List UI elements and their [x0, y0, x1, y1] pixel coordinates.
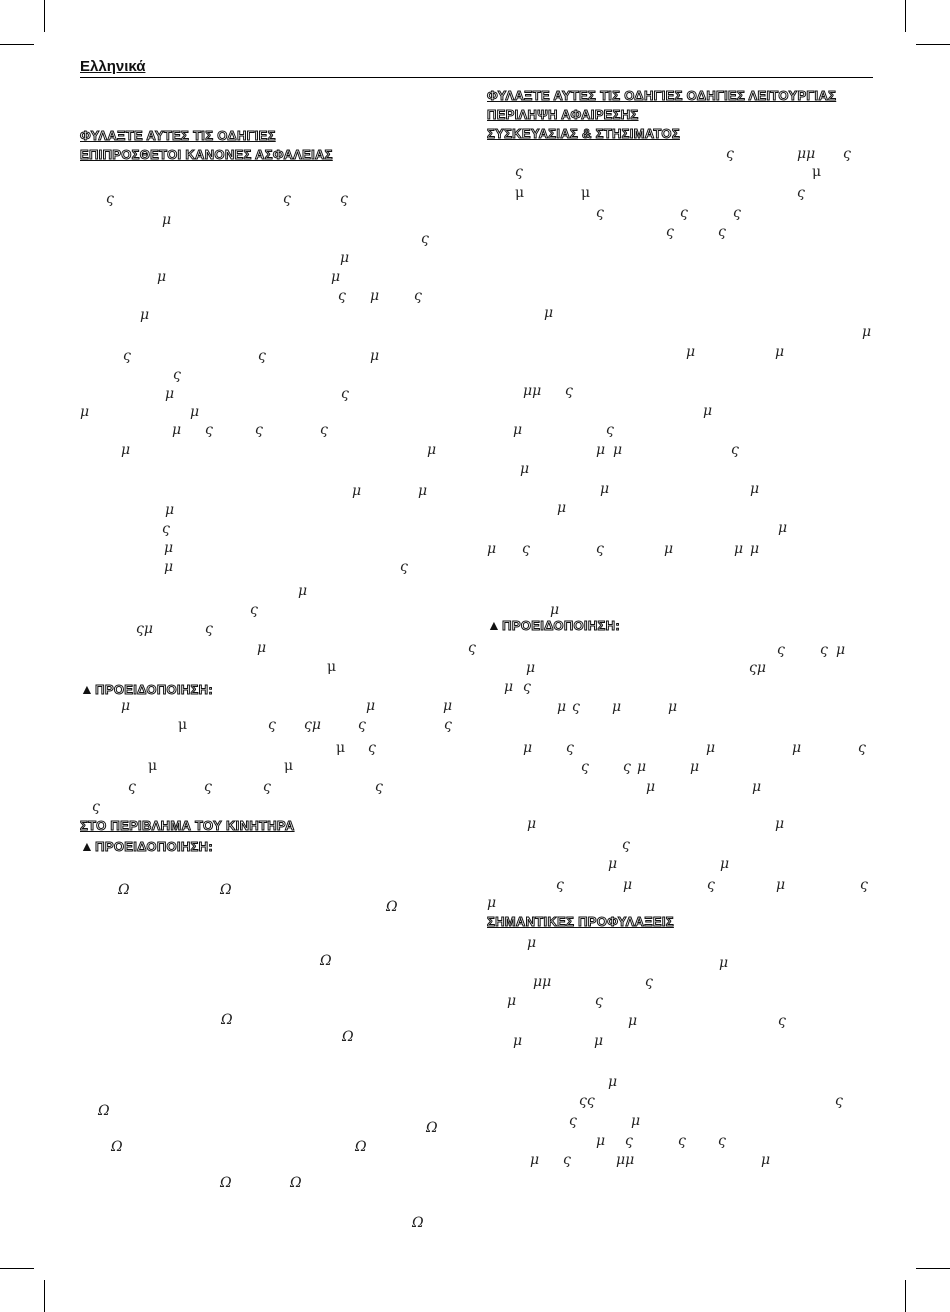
glyph-fragment: μ	[550, 602, 560, 618]
glyph-fragment: ς	[204, 779, 212, 795]
glyph-fragment: μ	[513, 1033, 523, 1049]
right-heading-packaging: ΣΥΣΚΕΥΑΣΙΑΣ & ΣΤΗΣΙΜΑΤΟΣ	[487, 126, 680, 141]
glyph-fragment: μ	[631, 1113, 641, 1129]
glyph-fragment: μ	[526, 660, 536, 676]
glyph-fragment: ς	[375, 779, 383, 795]
glyph-fragment: ς	[283, 191, 291, 207]
glyph-fragment: μ	[418, 483, 428, 499]
glyph-fragment: μ	[557, 699, 567, 715]
glyph-fragment: μ	[165, 386, 175, 402]
glyph-fragment: ς	[173, 367, 181, 383]
glyph-fragment: Ω	[220, 1175, 232, 1191]
glyph-fragment: μ	[557, 500, 567, 516]
glyph-fragment: μ	[613, 442, 623, 458]
glyph-fragment: ς	[726, 146, 734, 162]
glyph-fragment: μ	[600, 481, 610, 497]
glyph-fragment: ς	[645, 974, 653, 990]
glyph-fragment: μ	[164, 559, 174, 575]
glyph-fragment: μ	[515, 185, 525, 201]
glyph-fragment: μμ	[533, 974, 552, 990]
header-rule	[80, 77, 873, 78]
left-heading-safety-rules: ΕΠΙΠΡΟΣΘΕΤΟΙ ΚΑΝΟΝΕΣ ΑΣΦΑΛΕΙΑΣ	[80, 147, 333, 162]
crop-mark	[905, 1280, 906, 1312]
glyph-fragment: μ	[761, 1152, 771, 1168]
glyph-fragment: μ	[164, 540, 174, 556]
glyph-fragment: μ	[340, 250, 350, 266]
glyph-fragment: ς	[778, 1013, 786, 1029]
glyph-fragment: ς	[106, 191, 114, 207]
glyph-fragment: Ω	[386, 899, 398, 915]
glyph-fragment: μμ	[797, 146, 816, 162]
warning-label: ΠΡΟΕΙΔΟΠΟΙΗΣΗ:	[502, 618, 620, 633]
crop-mark	[44, 0, 45, 32]
glyph-fragment: μ	[608, 856, 618, 872]
glyph-fragment: ς	[92, 799, 100, 815]
glyph-fragment: μ	[690, 759, 700, 775]
glyph-fragment: Ω	[220, 882, 232, 898]
glyph-fragment: μ	[352, 483, 362, 499]
crop-mark	[905, 0, 906, 32]
glyph-fragment: ς	[368, 740, 376, 756]
glyph-fragment: ς	[572, 699, 580, 715]
glyph-fragment: ς	[400, 559, 408, 575]
glyph-fragment: μ	[370, 288, 380, 304]
glyph-fragment: μμ	[523, 383, 542, 399]
glyph-fragment: μ	[750, 541, 760, 557]
glyph-fragment: ςς	[579, 1093, 595, 1109]
glyph-fragment: μ	[527, 816, 537, 832]
glyph-fragment: Ω	[355, 1139, 367, 1155]
left-heading-save-instructions: ΦΥΛΑΞΤΕ ΑΥΤΕΣ ΤΙΣ ΟΔΗΓΙΕΣ	[80, 128, 276, 143]
crop-mark	[916, 1268, 950, 1269]
glyph-fragment: ς	[731, 442, 739, 458]
glyph-fragment: ς	[258, 348, 266, 364]
glyph-fragment: ς	[444, 717, 452, 733]
glyph-fragment: μ	[703, 403, 713, 419]
glyph-fragment: Ω	[412, 1215, 424, 1231]
glyph-fragment: ς	[733, 205, 741, 221]
crop-mark	[916, 44, 950, 45]
glyph-fragment: Ω	[290, 1175, 302, 1191]
glyph-fragment: ς	[625, 1133, 633, 1149]
glyph-fragment: μ	[370, 348, 380, 364]
glyph-fragment: μ	[513, 422, 523, 438]
glyph-fragment: μ	[331, 269, 341, 285]
glyph-fragment: ς	[123, 348, 131, 364]
glyph-fragment: ς	[563, 1152, 571, 1168]
glyph-fragment: μ	[596, 1133, 606, 1149]
glyph-fragment: μ	[792, 740, 802, 756]
glyph-fragment: ς	[820, 642, 828, 658]
glyph-fragment: Ω	[98, 1103, 110, 1119]
glyph-fragment: ς	[421, 231, 429, 247]
glyph-fragment: ς	[341, 386, 349, 402]
glyph-fragment: μ	[544, 305, 554, 321]
glyph-fragment: μ	[298, 583, 308, 599]
glyph-fragment: μ	[527, 935, 537, 951]
glyph-fragment: μ	[719, 955, 729, 971]
glyph-fragment: μ	[775, 344, 785, 360]
glyph-fragment: ς	[623, 759, 631, 775]
glyph-fragment: μ	[162, 212, 172, 228]
glyph-fragment: μ	[148, 758, 158, 774]
glyph-fragment: μ	[778, 520, 788, 536]
crop-mark	[44, 1280, 45, 1312]
glyph-fragment: ς	[622, 837, 630, 853]
glyph-fragment: μ	[530, 1152, 540, 1168]
glyph-fragment: ςμ	[749, 660, 766, 676]
glyph-fragment: μ	[664, 541, 674, 557]
warning-triangle-icon: ▲	[487, 617, 502, 633]
glyph-fragment: μ	[623, 877, 633, 893]
glyph-fragment: ς	[205, 422, 213, 438]
warning-label: ΠΡΟΕΙΔΟΠΟΙΗΣΗ:	[95, 682, 213, 697]
glyph-fragment: μ	[366, 698, 376, 714]
glyph-fragment: ς	[606, 422, 614, 438]
glyph-fragment: ς	[414, 288, 422, 304]
glyph-fragment: ς	[858, 740, 866, 756]
glyph-fragment: ς	[128, 779, 136, 795]
glyph-fragment: ς	[678, 1133, 686, 1149]
glyph-fragment: μ	[776, 877, 786, 893]
right-heading-save-operating: ΦΥΛΑΞΤΕ ΑΥΤΕΣ ΤΙΣ ΟΔΗΓΙΕΣ ΟΔΗΓΙΕΣ ΛΕΙΤΟΥΡΓΙΑΣ	[487, 88, 837, 103]
glyph-fragment: μ	[121, 698, 131, 714]
glyph-fragment: ςμ	[136, 621, 153, 637]
left-warning-2	[80, 837, 213, 856]
glyph-fragment: μ	[752, 779, 762, 795]
glyph-fragment: μ	[581, 185, 591, 201]
glyph-fragment: ς	[595, 993, 603, 1009]
glyph-fragment: μ	[121, 442, 131, 458]
left-heading-motor-housing: ΣΤΟ ΠΕΡΙΒΛΗΜΑ ΤΟΥ ΚΙΝΗΤΗΡΑ	[80, 818, 295, 833]
language-label: Ελληνικά	[80, 58, 146, 75]
glyph-fragment: ς	[522, 541, 530, 557]
glyph-fragment: ς	[320, 422, 328, 438]
glyph-fragment: ς	[268, 717, 276, 733]
glyph-fragment: μ	[720, 856, 730, 872]
warning-triangle-icon: ▲	[80, 681, 95, 697]
warning-label: ΠΡΟΕΙΔΟΠΟΙΗΣΗ:	[95, 839, 213, 854]
glyph-fragment: μ	[178, 717, 188, 733]
glyph-fragment: μ	[427, 442, 437, 458]
glyph-fragment: μ	[594, 1033, 604, 1049]
glyph-fragment: μ	[165, 502, 175, 518]
glyph-fragment: μμ	[616, 1152, 635, 1168]
glyph-fragment: μ	[637, 759, 647, 775]
glyph-fragment: ς	[515, 164, 523, 180]
glyph-fragment: μ	[504, 679, 514, 695]
glyph-fragment: ς	[835, 1093, 843, 1109]
glyph-fragment: ς	[718, 1133, 726, 1149]
glyph-fragment: Ω	[342, 1029, 354, 1045]
left-warning-1	[80, 680, 213, 699]
glyph-fragment: ς	[680, 205, 688, 221]
crop-mark	[0, 44, 34, 45]
glyph-fragment: ς	[263, 779, 271, 795]
glyph-fragment: μ	[836, 642, 846, 658]
glyph-fragment: Ω	[221, 1012, 233, 1028]
glyph-fragment: ς	[340, 191, 348, 207]
glyph-fragment: ς	[162, 521, 170, 537]
glyph-fragment: ς	[777, 642, 785, 658]
glyph-fragment: ς	[707, 877, 715, 893]
glyph-fragment: μ	[608, 1074, 618, 1090]
glyph-fragment: μ	[628, 1013, 638, 1029]
glyph-fragment: μ	[523, 740, 533, 756]
right-heading-summary: ΠΕΡΙΛΗΨΗ ΑΦΑΙΡΕΣΗΣ	[487, 107, 639, 122]
glyph-fragment: ς	[596, 205, 604, 221]
glyph-fragment: μ	[734, 541, 744, 557]
glyph-fragment: μ	[327, 659, 337, 675]
glyph-fragment: μ	[775, 816, 785, 832]
glyph-fragment: ς	[860, 877, 868, 893]
glyph-fragment: μ	[706, 740, 716, 756]
glyph-fragment: μ	[140, 307, 150, 323]
glyph-fragment: μ	[190, 404, 200, 420]
glyph-fragment: ς	[255, 422, 263, 438]
glyph-fragment: ς	[468, 640, 476, 656]
glyph-fragment: μ	[487, 541, 497, 557]
glyph-fragment: ς	[565, 383, 573, 399]
glyph-fragment: μ	[596, 442, 606, 458]
glyph-fragment: μ	[646, 779, 656, 795]
glyph-fragment: ς	[338, 288, 346, 304]
crop-mark	[0, 1268, 34, 1269]
glyph-fragment: ς	[596, 541, 604, 557]
glyph-fragment: μ	[507, 993, 517, 1009]
right-warning-1	[487, 616, 620, 635]
glyph-fragment: ς	[569, 1113, 577, 1129]
glyph-fragment: Ω	[426, 1120, 438, 1136]
glyph-fragment: μ	[862, 324, 872, 340]
glyph-fragment: ς	[797, 185, 805, 201]
glyph-fragment: μ	[172, 422, 182, 438]
glyph-fragment: μ	[284, 758, 294, 774]
glyph-fragment: ς	[358, 717, 366, 733]
glyph-fragment: ς	[250, 602, 258, 618]
glyph-fragment: Ω	[118, 882, 130, 898]
glyph-fragment: ς	[581, 759, 589, 775]
glyph-fragment: ς	[566, 740, 574, 756]
glyph-fragment: μ	[612, 699, 622, 715]
glyph-fragment: μ	[812, 164, 822, 180]
glyph-fragment: μ	[80, 404, 90, 420]
glyph-fragment: ς	[205, 621, 213, 637]
glyph-fragment: ςμ	[304, 717, 321, 733]
glyph-fragment: μ	[520, 461, 530, 477]
warning-triangle-icon: ▲	[80, 838, 95, 854]
glyph-fragment: μ	[686, 344, 696, 360]
glyph-fragment: μ	[336, 740, 346, 756]
glyph-fragment: μ	[487, 895, 497, 911]
glyph-fragment: ς	[843, 146, 851, 162]
glyph-fragment: μ	[257, 640, 267, 656]
glyph-fragment: Ω	[111, 1139, 123, 1155]
glyph-fragment: μ	[668, 699, 678, 715]
right-heading-precautions: ΣΗΜΑΝΤΙΚΕΣ ΠΡΟΦΥΛΑΞΕΙΣ	[487, 914, 674, 929]
glyph-fragment: ς	[523, 679, 531, 695]
glyph-fragment: μ	[157, 269, 167, 285]
glyph-fragment: μ	[750, 481, 760, 497]
glyph-fragment: Ω	[320, 953, 332, 969]
glyph-fragment: ς	[666, 224, 674, 240]
glyph-fragment: ς	[718, 224, 726, 240]
glyph-fragment: ς	[556, 877, 564, 893]
glyph-fragment: μ	[443, 698, 453, 714]
